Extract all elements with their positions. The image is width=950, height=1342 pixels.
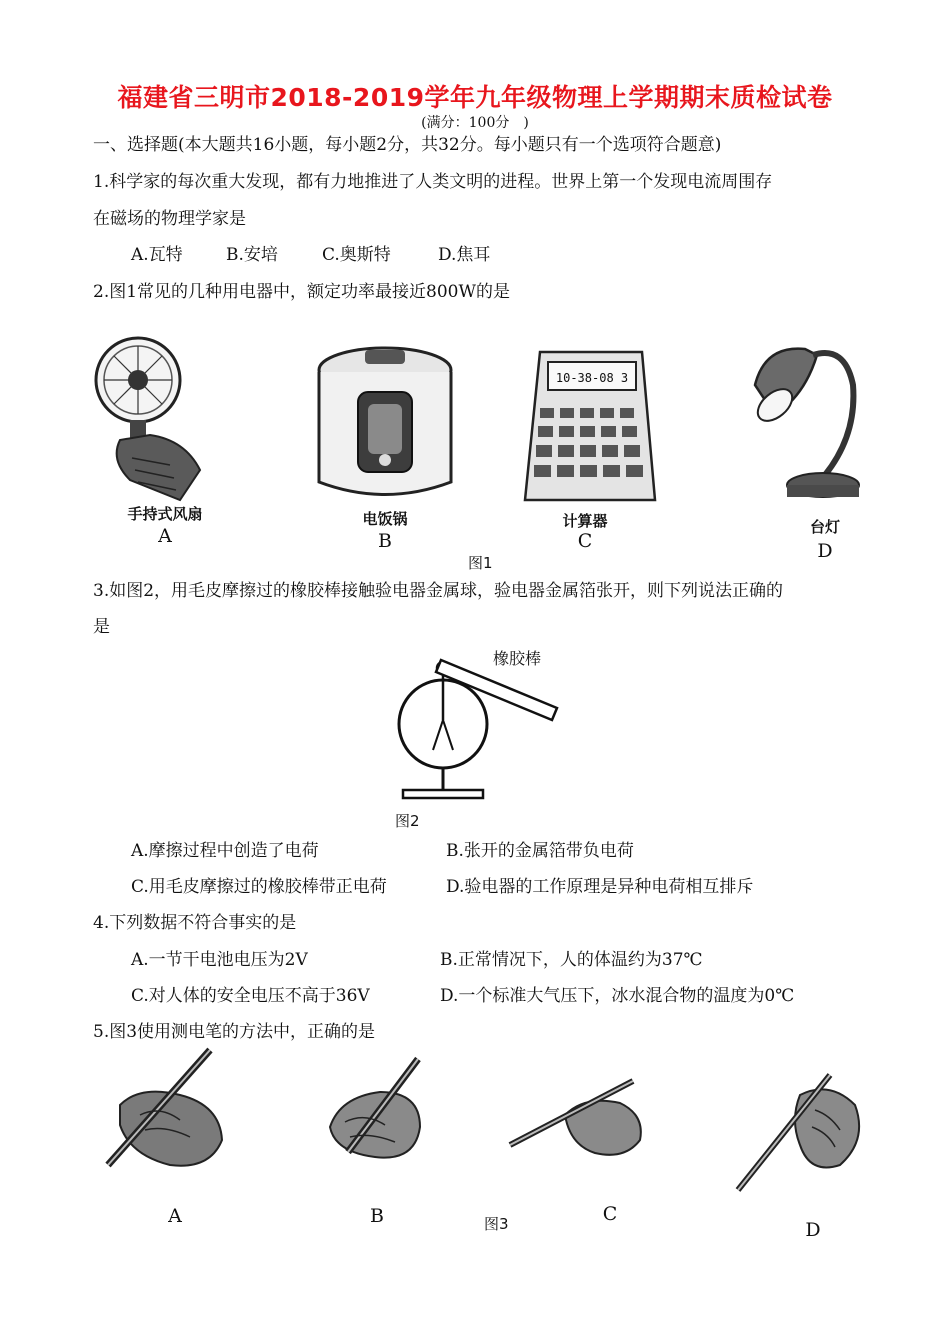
question-1-line-2: 在磁场的物理学家是 — [93, 209, 246, 229]
fig1-label-b: 电饭锅 — [362, 510, 408, 528]
q3-option-b: B.张开的金属箔带负电荷 — [446, 841, 634, 861]
calculator-illustration — [520, 350, 660, 510]
q4-option-a: A.一节干电池电压为2V — [131, 950, 308, 970]
fig3-letter-c: C — [602, 1203, 618, 1225]
fig1-letter-c: C — [577, 530, 593, 552]
fig3-letter-b: B — [370, 1205, 384, 1227]
q4-option-b: B.正常情况下，人的体温约为37℃ — [440, 950, 703, 970]
q4-option-c: C.对人体的安全电压不高于36V — [131, 986, 370, 1006]
section-heading: 一、选择题(本大题共16小题，每小题2分，共32分。每小题只有一个选项符合题意) — [93, 135, 722, 155]
q1-option-d: D.焦耳 — [438, 245, 491, 265]
electroscope-illustration — [395, 640, 575, 810]
q4-option-d: D.一个标准大气压下，冰水混合物的温度为0℃ — [440, 986, 795, 1006]
tester-hold-a-illustration — [100, 1045, 230, 1175]
calculator-display: 10-38-08 3 — [555, 371, 629, 385]
handheld-fan-illustration — [90, 330, 220, 510]
rice-cooker-illustration — [310, 342, 460, 502]
q3-option-d: D.验电器的工作原理是异种电荷相互排斥 — [446, 877, 754, 897]
figure-3 — [100, 1045, 870, 1245]
q1-option-c: C.奥斯特 — [322, 245, 391, 265]
question-4: 4.下列数据不符合事实的是 — [93, 913, 297, 933]
figure-3-caption: 图3 — [484, 1215, 509, 1233]
fig3-letter-a: A — [168, 1205, 182, 1227]
q1-option-a: A.瓦特 — [131, 245, 183, 265]
tester-hold-c-illustration — [505, 1075, 645, 1165]
question-2: 2.图1常见的几种用电器中，额定功率最接近800W的是 — [93, 282, 510, 302]
q3-option-a: A.摩擦过程中创造了电荷 — [131, 841, 319, 861]
fig1-label-d: 台灯 — [809, 518, 840, 536]
fig1-letter-a: A — [158, 525, 172, 547]
figure-2-caption: 图2 — [395, 812, 420, 830]
figure-1 — [90, 320, 870, 575]
fig1-letter-b: B — [378, 530, 392, 552]
q3-option-c: C.用毛皮摩擦过的橡胶棒带正电荷 — [131, 877, 387, 897]
question-3-line-1: 3.如图2，用毛皮摩擦过的橡胶棒接触验电器金属球，验电器金属箔张开，则下列说法正确的 — [93, 581, 784, 601]
question-1-line-1: 1.科学家的每次重大发现，都有力地推进了人类文明的进程。世界上第一个发现电流周围存 — [93, 172, 773, 192]
fig1-label-a: 手持式风扇 — [127, 505, 203, 523]
fig1-letter-d: D — [817, 540, 833, 562]
figure-1-caption: 图1 — [468, 554, 493, 572]
tester-hold-d-illustration — [730, 1065, 870, 1195]
rubber-rod-label: 橡胶棒 — [493, 649, 542, 668]
tester-hold-b-illustration — [320, 1057, 430, 1167]
fig3-letter-d: D — [805, 1219, 821, 1241]
full-score: (满分：100分 ) — [421, 115, 529, 131]
q1-option-b: B.安培 — [226, 245, 278, 265]
desk-lamp-illustration — [745, 325, 870, 515]
question-3-line-2: 是 — [93, 617, 110, 637]
question-5: 5.图3使用测电笔的方法中，正确的是 — [93, 1022, 376, 1042]
fig1-label-c: 计算器 — [562, 512, 608, 530]
exam-title: 福建省三明市2018-2019学年九年级物理上学期期末质检试卷 — [117, 83, 833, 112]
figure-2 — [395, 640, 575, 830]
